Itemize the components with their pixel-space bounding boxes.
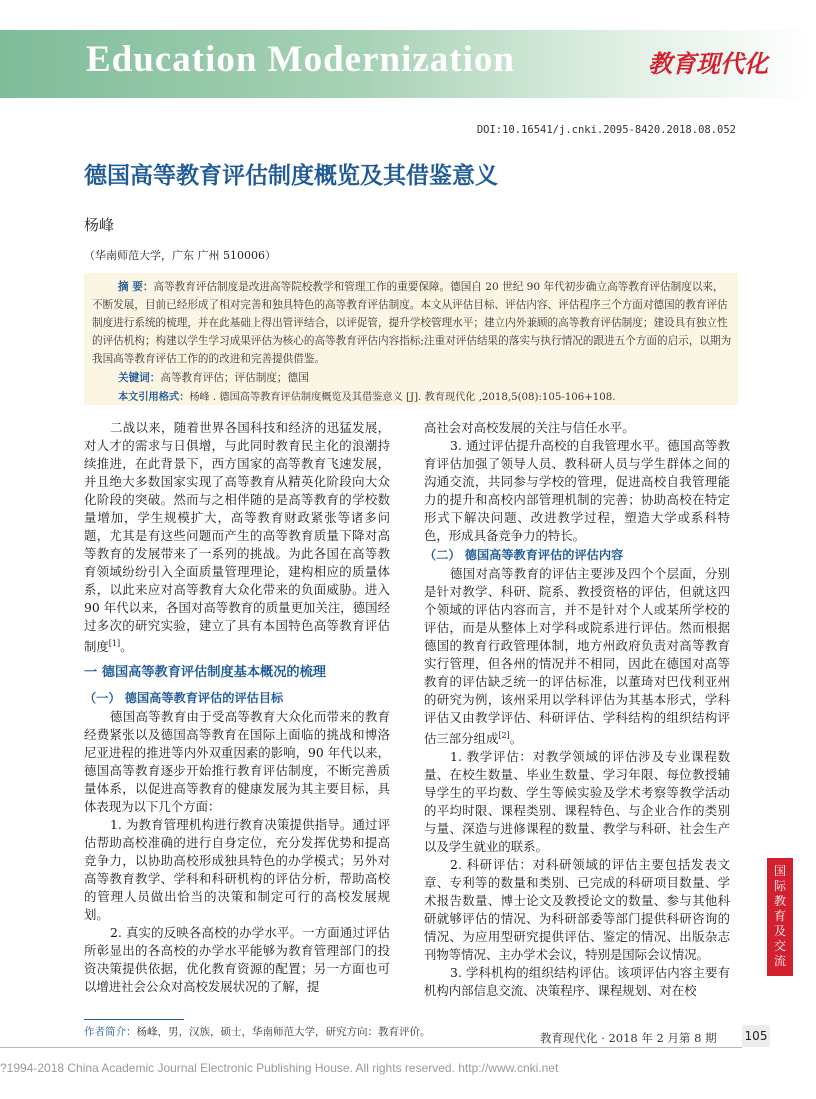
subsection-heading: （一） 德国高等教育评估的评估目标 [84,691,284,706]
banner-title: Education Modernization [86,39,515,80]
paragraph-end: 。 [120,639,133,655]
author-footnote [84,1024,431,1039]
side-tab-char: 国 [773,864,786,878]
side-tab-char: 流 [773,954,786,968]
left-column [84,419,390,996]
body-paragraph: 高社会对高校发展的关注与信任水平。 [424,420,635,435]
body-paragraph: 1. 教学评估：对教学领域的评估涉及专业课程数量、在校生数量、毕业生数量、学习年限、每位教授辅导学生的平均数、学生等候实验及学术考察等教学活动的平均时限、课程类别、课程特色、与企业合作的类别与量、深造与进修课程的数量、教学与科研、社会生产以及学生就业的联系。 [424,749,730,855]
journal-logo: 教育现代化 [648,49,768,78]
abstract-label: 摘 要： [118,281,154,293]
body-paragraph: 2. 真实的反映各高校的办学水平。一方面通过评估所彰显出的各高校的办学水平能够为教育管理部门的投资决策提供依据，优化教育资源的配置；另一方面也可以增进社会公众对高校发展状况的了解，提 [84,925,390,995]
footer-divider [0,1047,742,1048]
citation-text: 杨峰 . 德国高等教育评估制度概览及其借鉴意义 [J]. 教育现代化 ,2018,5(08):105-106+108. [189,392,616,403]
reference-mark: [1] [108,639,121,648]
side-tab-char: 教 [773,894,786,908]
side-tab-char: 育 [773,909,786,923]
abstract [92,278,732,368]
author-affiliation: （华南师范大学，广东 广州 510006） [84,249,276,262]
keywords-label: 关键词： [118,372,161,384]
section-heading: 一 德国高等教育评估制度基本概况的梳理 [84,665,326,681]
footnote-label: 作者简介： [84,1026,137,1038]
author-name: 杨峰 [84,216,115,234]
citation [118,388,615,403]
side-tab-char: 际 [773,879,786,893]
journal-issue-info: 教育现代化 · 2018 年 2 月第 8 期 [540,1031,717,1045]
section-side-tab [767,858,793,976]
keywords [118,370,309,385]
body-paragraph: 3. 学科机构的组织结构评估。该项评估内容主要有机构内部信息交流、决策程序、课程规划、对在校 [424,965,730,999]
body-paragraph: 1. 为教育管理机构进行教育决策提供指导。通过评估帮助高校准确的进行自身定位，充分发挥优势和提高竞争力，以协助高校形成独具特色的办学模式；另外对高等教育教学、学科和科研机构的评估分析，帮助高校的管理人员做出恰当的决策和制定可行的高校发展规划。 [84,817,390,923]
side-tab-char: 交 [773,939,786,953]
body-paragraph: 2. 科研评估：对科研领域的评估主要包括发表文章、专利等的数量和类别、已完成的科研项目数量、学术报告数量、博士论文及教授论文的数量、参与其他科研就够评估的情况、为科研部委等部门提供科研咨询的情况、为应用型研究提供评估、鉴定的情况、出版杂志刊物等情况、主办学术会议，特别是国际会议情况。 [424,857,730,963]
side-tab-char: 及 [773,924,786,938]
body-paragraph [84,419,390,656]
reference-mark: [2] [498,731,510,740]
paragraph-end: 。 [509,731,523,747]
paragraph-text: 二战以来，随着世界各国科技和经济的迅猛发展，对人才的需求与日俱增，与此同时教育民主化的浪潮持续推进，在此背景下，西方国家的高等教育飞速发展，并且绝大多数国家实现了高等教育从精英化阶段向大众化阶段的突破。然而与之相伴随的是高等教育的学校数量增加，学生规模扩大，高等教育财政紧张等诸多问题，尤其是有这些问题而产生的高等教育质量下降对高等教育的发展带来了一系列的挑战。为此各国在高等教育领域纷纷引入全面质量管理理论，建构相应的质量体系，以此来应对高等教育大众化带来的负面威胁。进入 90 年代以来，各国对高等教育的质量更加关注，德国经过多次的研究实验，建立了具有本国特色高等教育评估制度 [84,420,390,655]
doi: DOI:10.16541/j.cnki.2095-8420.2018.08.052 [476,124,736,136]
right-column [424,419,730,1000]
abstract-text: 高等教育评估制度是改进高等院校教学和管理工作的重要保障。德国自 20 世纪 90 年代初步确立高等教育评估制度以来，不断发展，目前已经形成了相对完善和独具特色的高等教育评估制度。本文从评估目标、评估内容、评估程序三个方面对德国的教育评估制度进行系统的梳理，并在此基础上得出管评结合，以评促管，提升学校管理水平；建立内外兼顾的高等教育评估制度；建设具有独立性的评估机构；构建以学生学习成果评估为核心的高等教育评估内容指标;注重对评估结果的落实与执行情况的跟进五个方面的启示，以期为我国高等教育评估工作的的改进和完善提供借鉴。 [92,281,732,365]
page-number: 105 [742,1025,770,1047]
subsection-heading: （二） 德国高等教育评估的评估内容 [424,548,624,562]
footnote-divider [84,1019,184,1020]
body-paragraph [424,565,730,748]
body-paragraph: 德国高等教育由于受高等教育大众化而带来的教育经费紧张以及德国高等教育在国际上面临的挑战和博洛尼亚进程的推进等内外双重因素的影响，90 年代以来，德国高等教育逐步开始推行教育评估制度，不断完善质量体系，以促进高等教育的健康发展为其主要目标，具体表现为以下几个方面： [84,709,390,815]
copyright-notice: ?1994-2018 China Academic Journal Electronic Publishing House. All rights reserved. http://www.cnki.net [0,1061,559,1075]
keywords-text: 高等教育评估；评估制度；德国 [160,372,309,384]
journal-banner [0,30,816,98]
footnote-text: 杨峰，男，汉族，硕士，华南师范大学，研究方向：教育评价。 [136,1026,431,1038]
paragraph-text: 德国对高等教育的评估主要涉及四个个层面，分别是针对教学、科研、院系、教授资格的评估，但就这四个领域的评估内容而言，并不是针对个人或某所学校的评估，而是从整体上对学科或院系进行评估。然而根据德国的教育行政管理体制，地方州政府负责对高等教育实行管理，但各州的情况并不相同，因此在德国对高等教育的评估缺乏统一的评估标准，以董琦对巴伐利亚州的研究为例，该州采用以学科评估为其基本形式，学科评估又由教学评估、科研评估、学科结构的组织结构评估三部分组成 [424,566,730,747]
citation-label: 本文引用格式： [118,392,190,403]
article-title: 德国高等教育评估制度概览及其借鉴意义 [84,163,498,189]
body-paragraph: 3. 通过评估提升高校的自我管理水平。德国高等教育评估加强了领导人员、教科研人员与学生群体之间的沟通交流，共同参与学校的管理，促进高校自我管理能力的提升和高校内部管理机制的完善；协助高校在特定形式下解决问题、改进教学过程，塑造大学或系科特色，形成具备竞争力的特长。 [424,438,730,543]
